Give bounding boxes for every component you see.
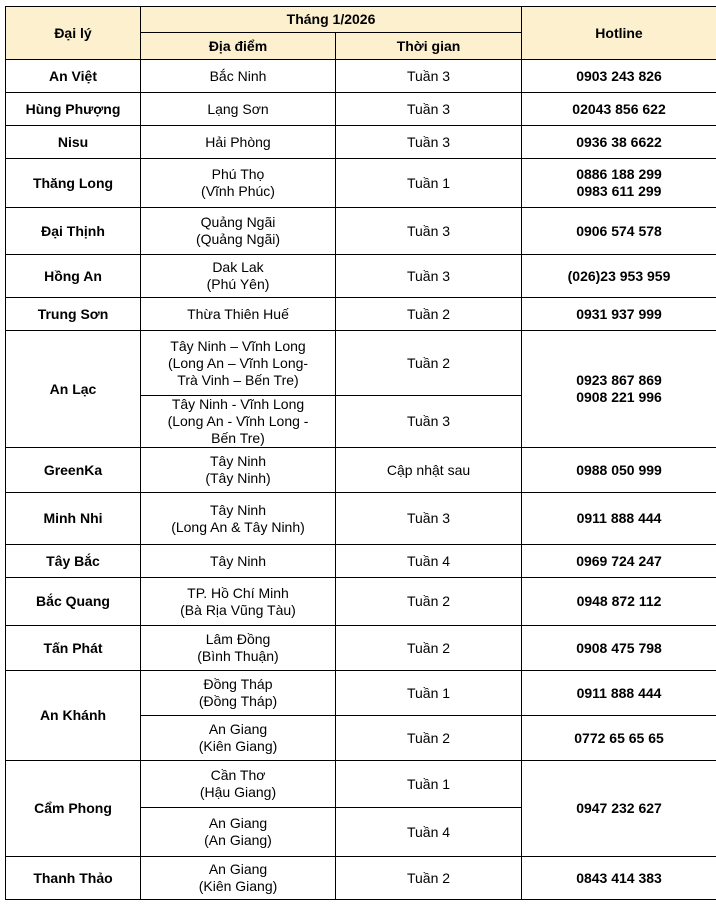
agent-name: Hồng An	[6, 255, 141, 298]
hotline-number: 0969 724 247	[576, 552, 662, 569]
agent-name: Hùng Phượng	[6, 93, 141, 126]
location-line: Tây Ninh	[209, 501, 267, 518]
table-row	[6, 545, 716, 578]
agent-name: Thanh Thảo	[6, 857, 141, 900]
table-row	[6, 671, 716, 716]
hotline-cell	[522, 208, 716, 255]
location-cell	[141, 331, 336, 396]
table-row	[6, 448, 716, 493]
location-line: TP. Hồ Chí Minh	[187, 584, 289, 601]
hotline-number: 0911 888 444	[576, 684, 662, 701]
location-line: (Kiên Giang)	[198, 738, 278, 754]
location-line: Bến Tre)	[211, 430, 265, 446]
agent-name: Thăng Long	[6, 159, 141, 208]
table-row	[6, 93, 716, 126]
agent-name: Tây Bắc	[6, 545, 141, 578]
time-cell: Tuần 3	[336, 493, 522, 545]
location-line: (Vĩnh Phúc)	[201, 183, 275, 199]
hotline-cell	[522, 626, 716, 671]
location-cell	[141, 578, 336, 626]
location-cell	[141, 448, 336, 493]
hotline-number: 0931 937 999	[576, 305, 662, 322]
location-line: (Long An – Vĩnh Long-	[167, 354, 309, 371]
location-line: (Phú Yên)	[206, 276, 270, 292]
location-line: (Tây Ninh)	[205, 470, 271, 486]
location-cell	[141, 159, 336, 208]
location-line: Lạng Sơn	[207, 100, 269, 117]
hotline-cell	[522, 578, 716, 626]
location-line: (Long An - Vĩnh Long -	[167, 413, 309, 429]
table-row	[6, 626, 716, 671]
hotline-cell	[522, 126, 716, 159]
location-line: Bắc Ninh	[209, 67, 267, 84]
time-cell: Tuần 3	[336, 396, 522, 448]
location-line: An Giang	[208, 815, 268, 831]
agent-name: Tấn Phát	[6, 626, 141, 671]
header-location: Địa điểm	[141, 33, 336, 60]
hotline-number: 0983 611 299	[576, 183, 662, 199]
hotline-number: 0843 414 383	[576, 869, 662, 886]
hotline-number: 0988 050 999	[576, 461, 662, 478]
time-cell: Tuần 2	[336, 331, 522, 396]
hotline-cell	[522, 159, 716, 208]
location-line: Tây Ninh	[209, 453, 267, 469]
agent-name: Cẩm Phong	[6, 761, 141, 857]
agent-name: Trung Sơn	[6, 298, 141, 331]
location-line: (Bà Rịa Vũng Tàu)	[180, 601, 296, 618]
table-row	[6, 159, 716, 208]
location-cell	[141, 126, 336, 159]
hotline-number: 0948 872 112	[576, 593, 662, 609]
location-line: (Quảng Ngãi)	[195, 231, 281, 247]
time-cell: Tuần 2	[336, 298, 522, 331]
table-row	[6, 60, 716, 93]
location-line: (An Giang)	[204, 832, 272, 848]
location-cell	[141, 857, 336, 900]
time-cell: Tuần 2	[336, 578, 522, 626]
hotline-cell	[522, 60, 716, 93]
header-time: Thời gian	[336, 33, 522, 60]
table-body	[6, 60, 716, 900]
time-cell: Tuần 1	[336, 761, 522, 808]
location-cell	[141, 60, 336, 93]
location-cell	[141, 208, 336, 255]
table-row	[6, 126, 716, 159]
hotline-cell	[522, 448, 716, 493]
location-cell	[141, 626, 336, 671]
agent-name: Đại Thịnh	[6, 208, 141, 255]
location-line: Dak Lak	[212, 259, 264, 275]
location-line: Thừa Thiên Huế	[187, 305, 289, 322]
location-line: Lâm Đồng	[205, 631, 271, 647]
location-line: (Đồng Tháp)	[198, 693, 278, 709]
location-cell	[141, 396, 336, 448]
hotline-number: 0923 867 869	[576, 372, 662, 388]
hotline-number: 0906 574 578	[576, 222, 662, 239]
time-cell: Tuần 2	[336, 857, 522, 900]
location-line: Quảng Ngãi	[200, 214, 276, 230]
time-cell: Tuần 3	[336, 255, 522, 298]
location-cell	[141, 671, 336, 716]
agent-name: Minh Nhi	[6, 493, 141, 545]
location-cell	[141, 716, 336, 761]
time-cell: Tuần 1	[336, 671, 522, 716]
table-row	[6, 493, 716, 545]
location-line: Tây Ninh	[209, 552, 267, 569]
table-row	[6, 578, 716, 626]
hotline-number: 0936 38 6622	[576, 133, 662, 150]
location-line: (Long An & Tây Ninh)	[171, 518, 305, 535]
hotline-cell	[522, 671, 716, 716]
header-month: Tháng 1/2026	[141, 7, 522, 33]
location-line: (Hậu Giang)	[199, 784, 277, 800]
hotline-number: 0947 232 627	[576, 800, 662, 816]
time-cell: Cập nhật sau	[336, 448, 522, 493]
location-line: Tây Ninh - Vĩnh Long	[171, 396, 305, 412]
location-line: An Giang	[208, 861, 268, 877]
header-agent: Đại lý	[6, 7, 141, 60]
hotline-number: 02043 856 622	[572, 100, 666, 117]
location-line: Đồng Tháp	[203, 676, 273, 692]
hotline-cell	[522, 761, 716, 857]
time-cell: Tuần 4	[336, 545, 522, 578]
location-cell	[141, 298, 336, 331]
agent-name: An Việt	[6, 60, 141, 93]
location-cell	[141, 255, 336, 298]
hotline-cell	[522, 298, 716, 331]
location-cell	[141, 93, 336, 126]
location-line: Hải Phòng	[205, 133, 271, 150]
table-row	[6, 298, 716, 331]
hotline-cell	[522, 716, 716, 761]
time-cell: Tuần 1	[336, 159, 522, 208]
hotline-cell	[522, 545, 716, 578]
hotline-number: 0886 188 299	[576, 166, 662, 182]
location-line: Tây Ninh – Vĩnh Long	[170, 337, 306, 354]
schedule-table	[5, 6, 716, 900]
hotline-cell	[522, 331, 716, 448]
location-line: (Kiên Giang)	[198, 878, 278, 894]
location-cell	[141, 808, 336, 857]
location-cell	[141, 493, 336, 545]
hotline-cell	[522, 255, 716, 298]
hotline-number: 0908 221 996	[576, 389, 662, 405]
table-row	[6, 331, 716, 396]
time-cell: Tuần 3	[336, 208, 522, 255]
location-line: (Bình Thuận)	[197, 648, 279, 664]
hotline-number: 0908 475 798	[576, 639, 662, 656]
hotline-number: (026)23 953 959	[567, 267, 671, 284]
location-cell	[141, 545, 336, 578]
table-row	[6, 208, 716, 255]
location-line: An Giang	[208, 721, 268, 737]
time-cell: Tuần 2	[336, 716, 522, 761]
agent-name: GreenKa	[6, 448, 141, 493]
location-cell	[141, 761, 336, 808]
location-line: Trà Vinh – Bến Tre)	[177, 371, 299, 388]
table-row	[6, 857, 716, 900]
header-hotline: Hotline	[522, 7, 716, 60]
hotline-number: 0911 888 444	[576, 510, 662, 526]
hotline-number: 0903 243 826	[576, 67, 662, 84]
time-cell: Tuần 4	[336, 808, 522, 857]
agent-name: Bắc Quang	[6, 578, 141, 626]
time-cell: Tuần 3	[336, 60, 522, 93]
hotline-cell	[522, 93, 716, 126]
agent-name: Nisu	[6, 126, 141, 159]
hotline-cell	[522, 493, 716, 545]
hotline-number: 0772 65 65 65	[574, 729, 664, 746]
time-cell: Tuần 3	[336, 126, 522, 159]
agent-name: An Lạc	[6, 331, 141, 448]
table-row	[6, 761, 716, 808]
location-line: Cần Thơ	[210, 767, 266, 783]
table-row	[6, 255, 716, 298]
location-line: Phú Thọ	[211, 166, 265, 182]
hotline-cell	[522, 857, 716, 900]
agent-name: An Khánh	[6, 671, 141, 761]
time-cell: Tuần 3	[336, 93, 522, 126]
table-header	[6, 7, 716, 60]
time-cell: Tuần 2	[336, 626, 522, 671]
